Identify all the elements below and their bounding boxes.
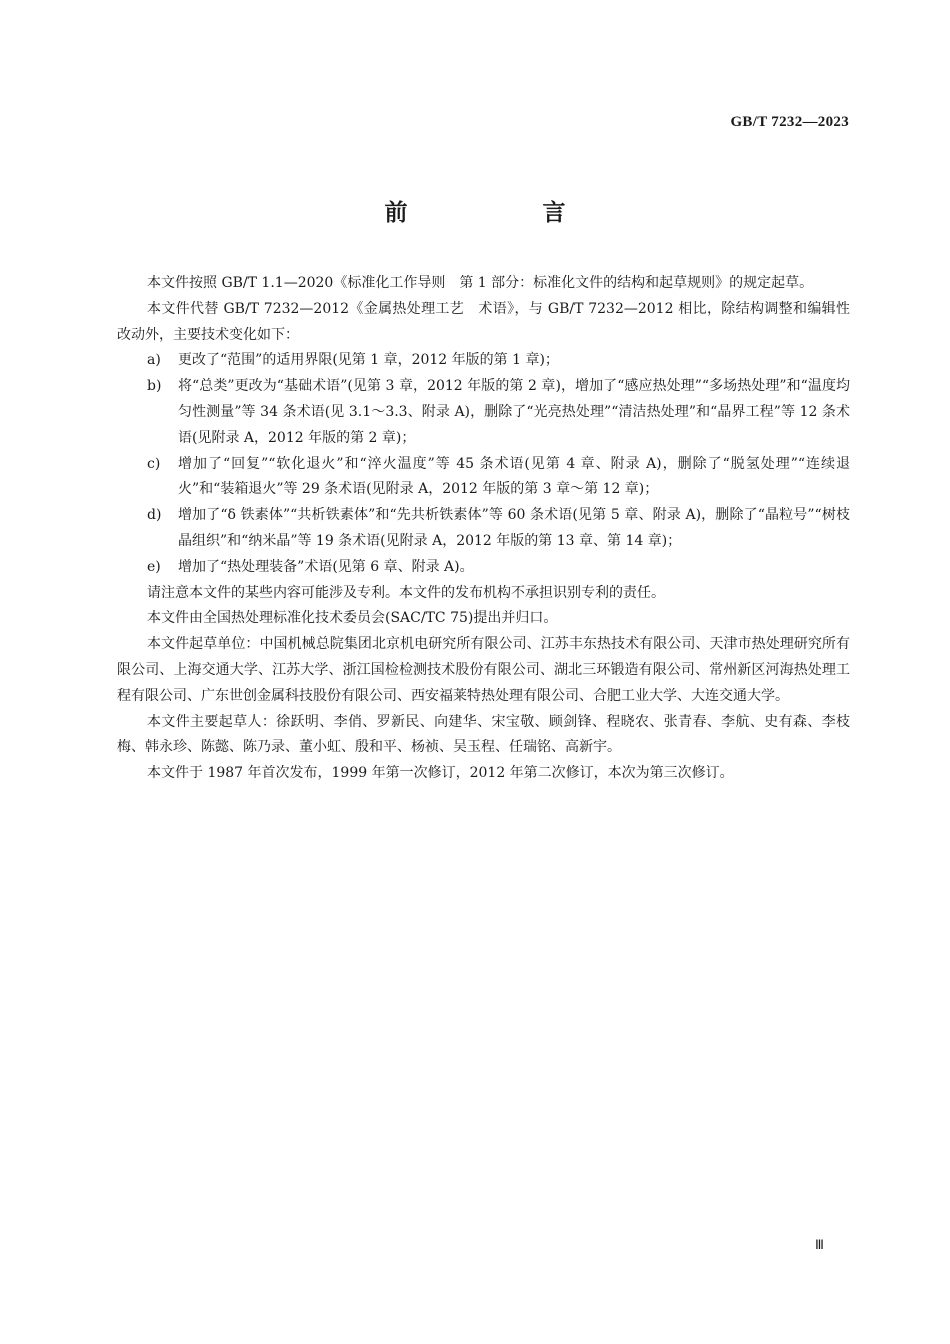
change-item bbox=[117, 374, 850, 451]
change-text: 更改了“范围”的适用界限(见第 1 章，2012 年版的第 1 章)； bbox=[178, 352, 559, 369]
drafting-units-paragraph: 本文件起草单位：中国机械总院集团北京机电研究所有限公司、江苏丰东热技术有限公司、天津市热处理研究所有限公司、上海交通大学、江苏大学、浙江国检检测技术股份有限公司、湖北三环锻造有限公司、常州新区河海热处理工程有限公司、广东世创金属科技股份有限公司、西安福莱特热处理有限公司、合肥工业大学、大连交通大学。 bbox=[117, 636, 850, 704]
page-title: 前 言 bbox=[384, 200, 622, 226]
preface-body bbox=[117, 271, 850, 787]
change-marker: c) bbox=[147, 455, 161, 472]
intro-paragraph: 本文件代替 GB/T 7232—2012《金属热处理工艺 术语》，与 GB/T 7232—2012 相比，除结构调整和编辑性改动外，主要技术变化如下： bbox=[117, 300, 850, 343]
change-item bbox=[117, 452, 850, 504]
page-number: Ⅲ bbox=[815, 1237, 824, 1252]
history-paragraph: 本文件于 1987 年首次发布，1999 年第一次修订，2012 年第二次修订，本次为第三次修订。 bbox=[147, 765, 734, 782]
change-marker: e) bbox=[147, 558, 161, 575]
change-text: 增加了“热处理装备”术语(见第 6 章、附录 A)。 bbox=[178, 558, 474, 575]
change-item bbox=[117, 348, 850, 374]
standard-number: GB/T 7232—2023 bbox=[730, 114, 849, 130]
change-marker: d) bbox=[147, 507, 162, 524]
change-text: 将“总类”更改为“基础术语”(见第 3 章，2012 年版的第 2 章)，增加了“感应热处理”“多场热处理”和“温度均匀性测量”等 34 条术语(见 3.1～3.3、附录 A)，删除了“光亮热处理”“清洁热处理”和“晶界工程”等 12 条术语(见附录 A，2012 年版的第 2 章)； bbox=[178, 378, 850, 446]
change-text: 增加了“δ 铁素体”“共析铁素体”和“先共析铁素体”等 60 条术语(见第 5 章、附录 A)，删除了“晶粒号”“树枝晶组织”和“纳米晶”等 19 条术语(见附录 A，2012 年版的第 13 章、第 14 章)； bbox=[178, 507, 850, 549]
change-marker: a) bbox=[147, 352, 161, 369]
drafters-paragraph: 本文件主要起草人：徐跃明、李俏、罗新民、向建华、宋宝敬、顾剑锋、程晓农、张青春、李航、史有森、李枝梅、韩永珍、陈懿、陈乃录、董小虹、殷和平、杨祯、吴玉程、任瑞铭、高新宇。 bbox=[117, 713, 850, 756]
change-item bbox=[117, 555, 850, 581]
change-item bbox=[117, 503, 850, 555]
proposer-paragraph: 本文件由全国热处理标准化技术委员会(SAC/TC 75)提出并归口。 bbox=[147, 610, 558, 627]
change-text: 增加了“回复”“软化退火”和“淬火温度”等 45 条术语(见第 4 章、附录 A)，删除了“脱氢处理”“连续退火”和“装箱退火”等 29 条术语(见附录 A，2012 年版的第 3 章～第 12 章)； bbox=[178, 455, 850, 498]
patent-notice: 请注意本文件的某些内容可能涉及专利。本文件的发布机构不承担识别专利的责任。 bbox=[147, 584, 665, 601]
change-marker: b) bbox=[147, 378, 162, 395]
intro-paragraph: 本文件按照 GB/T 1.1—2020《标准化工作导则 第 1 部分：标准化文件的结构和起草规则》的规定起草。 bbox=[147, 275, 814, 291]
